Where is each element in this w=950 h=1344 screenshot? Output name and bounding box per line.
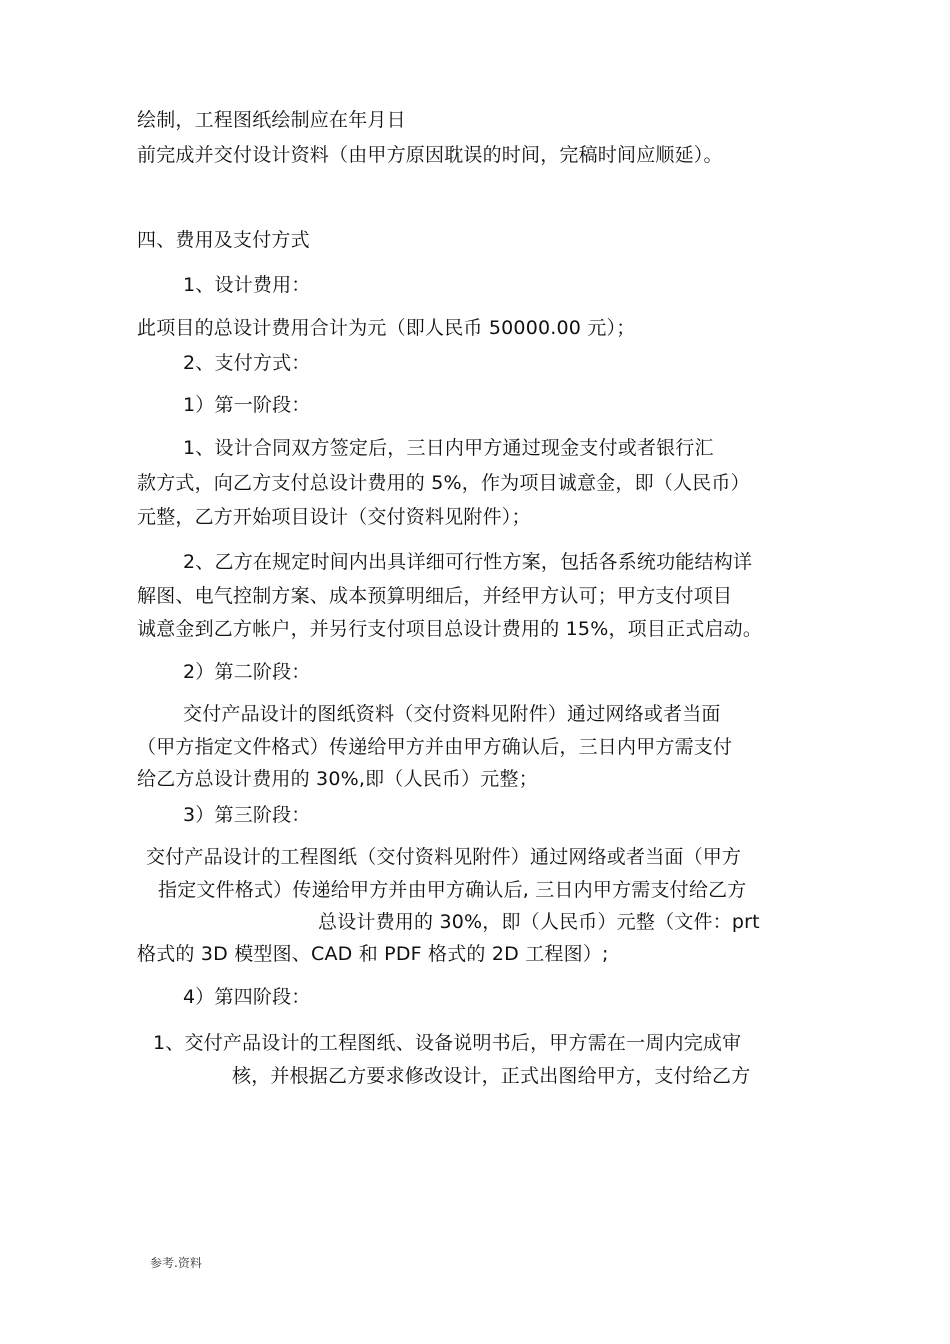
- text-line: 格式的 3D 模型图、CAD 和 PDF 格式的 2D 工程图）;: [137, 943, 609, 965]
- footer-note: 参考.资料: [150, 1256, 202, 1270]
- text-line: 交付产品设计的工程图纸（交付资料见附件）通过网络或者当面（甲方: [146, 846, 742, 868]
- text-line: 2、乙方在规定时间内出具详细可行性方案，包括各系统功能结构详: [183, 551, 753, 573]
- text-line: 指定文件格式）传递给甲方并由甲方确认后, 三日内甲方需支付给乙方: [158, 879, 747, 901]
- text-line: 给乙方总设计费用的 30%,即（人民币）元整；: [137, 768, 538, 790]
- text-line: 1）第一阶段：: [183, 394, 311, 416]
- text-line: 2）第二阶段：: [183, 661, 311, 683]
- text-line: 元整，乙方开始项目设计（交付资料见附件）；: [137, 506, 531, 528]
- text-line: 1、交付产品设计的工程图纸、设备说明书后，甲方需在一周内完成审: [153, 1032, 742, 1054]
- text-line: 前完成并交付设计资料（由甲方原因耽误的时间，完稿时间应顺延）。: [137, 144, 723, 166]
- text-line: 总设计费用的 30%，即（人民币）元整（文件：prt: [318, 911, 760, 933]
- text-line: 款方式，向乙方支付总设计费用的 5%，作为项目诚意金，即（人民币）: [137, 472, 750, 494]
- text-line: 3）第三阶段：: [183, 804, 311, 826]
- text-line: 2、支付方式：: [183, 352, 311, 374]
- text-line: 交付产品设计的图纸资料（交付资料见附件）通过网络或者当面: [183, 703, 721, 725]
- section-heading: 四、费用及支付方式: [137, 229, 310, 251]
- text-line: 1、设计费用：: [183, 274, 311, 296]
- text-line: 4）第四阶段：: [183, 986, 311, 1008]
- text-line: 诚意金到乙方帐户，并另行支付项目总设计费用的 15%，项目正式启动。: [137, 618, 763, 640]
- text-line: （甲方指定文件格式）传递给甲方并由甲方确认后，三日内甲方需支付: [137, 736, 733, 758]
- text-line: 此项目的总设计费用合计为元（即人民币 50000.00 元）；: [137, 317, 636, 339]
- text-line: 解图、电气控制方案、成本预算明细后，并经甲方认可；甲方支付项目: [137, 585, 733, 607]
- text-line: 核，并根据乙方要求修改设计，正式出图给甲方，支付给乙方: [232, 1065, 751, 1087]
- text-line: 1、设计合同双方签定后，三日内甲方通过现金支付或者银行汇: [183, 437, 714, 459]
- text-line: 绘制，工程图纸绘制应在年月日: [137, 109, 406, 131]
